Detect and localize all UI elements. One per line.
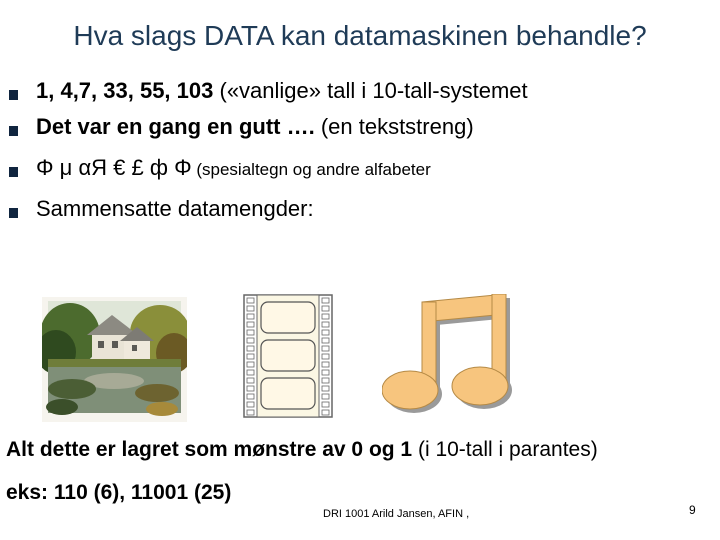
bullet-special-chars: Φ μ αЯ € £ ф Φ <box>36 155 192 180</box>
bullet-string-note: (en tekststreng) <box>314 114 474 139</box>
film-strip-icon <box>243 294 333 418</box>
page-number: 9 <box>689 503 696 517</box>
slide-title: Hva slags DATA kan datamaskinen behandle? <box>73 20 647 51</box>
bullet-numbers-note: («vanlige» tall i 10-tall-systemet <box>213 78 528 103</box>
bullet-text-2 <box>36 114 474 140</box>
bullet-compound: Sammensatte datamengder: <box>36 196 314 221</box>
footer-statement <box>6 438 598 462</box>
bullet-special-chars-note: (spesialtegn og andre alfabeter <box>191 160 431 179</box>
slide-credit: DRI 1001 Arild Jansen, AFIN , <box>323 508 470 520</box>
bullet-text-1 <box>36 78 528 104</box>
footer-example: eks: 110 (6), 11001 (25) <box>6 481 232 504</box>
bullet-numbers: 1, 4,7, 33, 55, 103 <box>36 78 214 103</box>
music-note-icon <box>382 294 522 414</box>
bullet-text-3 <box>36 155 431 181</box>
bullet-square-icon <box>9 126 18 136</box>
footer-statement-note: (i 10-tall i parantes) <box>412 438 598 461</box>
bullet-square-icon <box>9 167 18 177</box>
bullet-square-icon <box>9 208 18 218</box>
footer-statement-bold: Alt dette er lagret som mønstre av 0 og 1 <box>6 438 413 461</box>
bullet-string: Det var en gang en gutt …. <box>36 114 315 139</box>
bullet-square-icon <box>9 90 18 100</box>
painting-image <box>42 297 187 422</box>
